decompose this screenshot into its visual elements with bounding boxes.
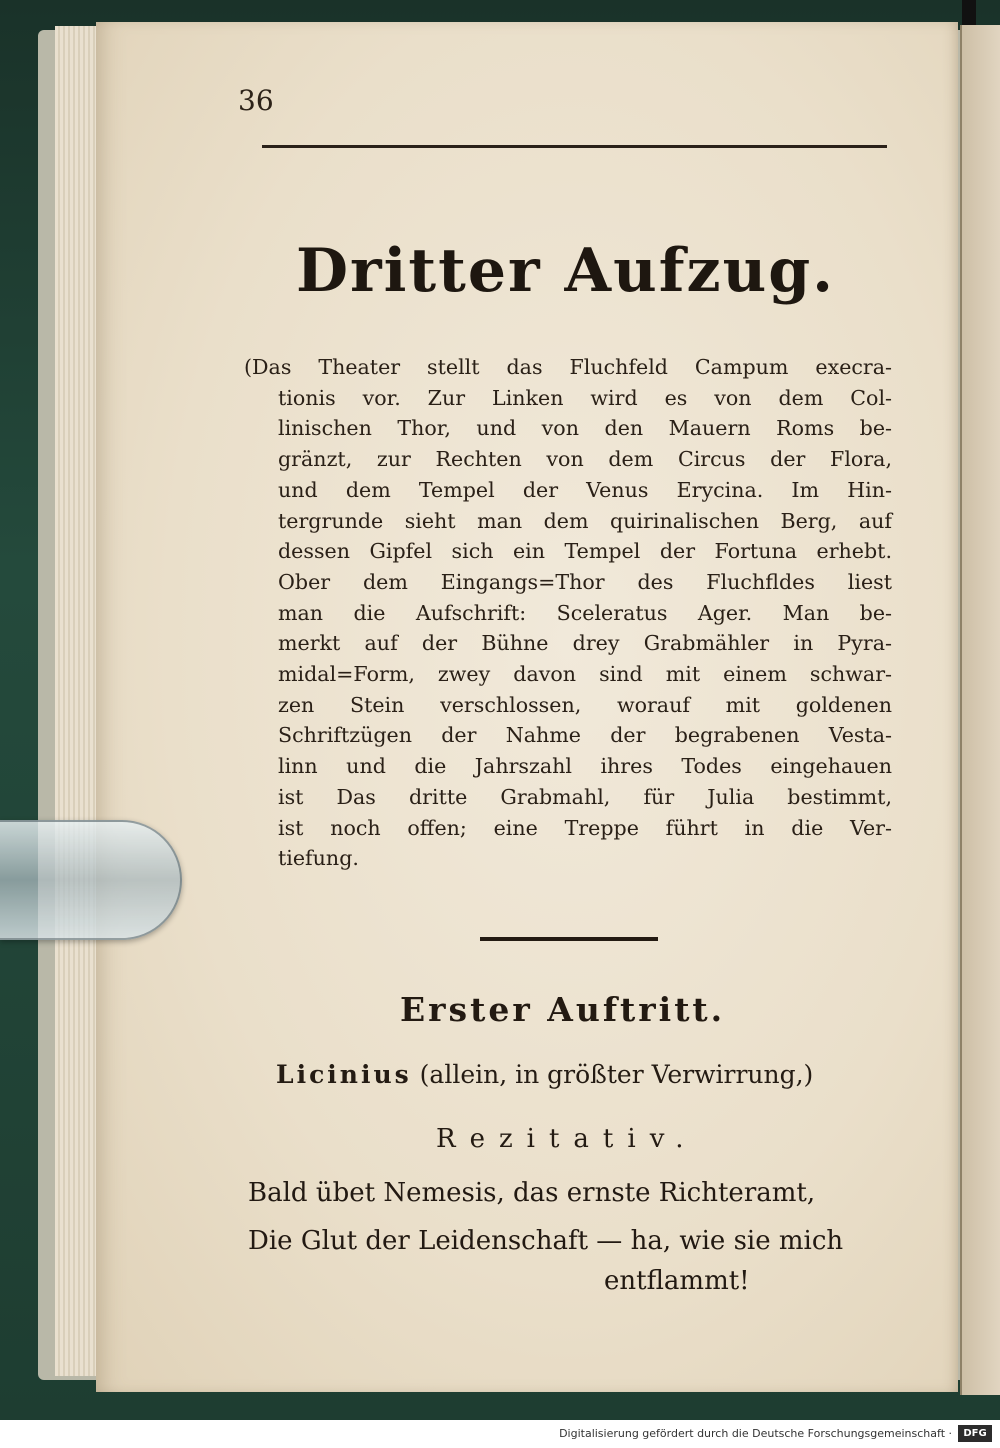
stage-direction-line: linischen Thor, und von den Mauern Roms be-: [278, 416, 892, 441]
footer-bar: [0, 1420, 1000, 1448]
stage-direction-line: man die Aufschrift: Sceleratus Ager. Man be-: [278, 600, 892, 625]
stage-direction-line: tionis vor. Zur Linken wird es von dem Col-: [278, 385, 892, 410]
stage-direction-line: ist noch offen; eine Treppe führt in die Ver-: [278, 815, 892, 840]
verse-line: entflammt!: [604, 1266, 750, 1296]
scene-title: Erster Auftritt.: [400, 990, 726, 1029]
stage-direction-line: und dem Tempel der Venus Erycina. Im Hin-: [278, 477, 892, 502]
stage-direction-line: zen Stein verschlossen, worauf mit goldenen: [278, 692, 892, 717]
stage-direction-line: tergrunde sieht man dem quirinalischen Berg, auf: [278, 508, 892, 533]
section-rule: [480, 937, 658, 941]
speaker-direction: (allein, in größter Verwirrung,): [419, 1060, 814, 1089]
chapter-title: Dritter Aufzug.: [296, 236, 836, 306]
stage-direction-line: (Das Theater stellt das Fluchfeld Campum execra-: [244, 355, 892, 379]
facing-page-edge: [960, 25, 1000, 1395]
dfg-logo: DFG: [958, 1425, 992, 1442]
stage-direction-line: ist Das dritte Grabmahl, für Julia bestimmt,: [278, 784, 892, 809]
footer-credit: Digitalisierung gefördert durch die Deutsche Forschungsgemeinschaft ·: [559, 1427, 952, 1440]
speaker-line: [276, 1060, 813, 1089]
stage-direction: [244, 352, 892, 874]
stage-direction-line: Ober dem Eingangs=Thor des Fluchfldes liest: [278, 569, 892, 594]
page-clip: [0, 820, 182, 940]
stage-direction-line: gränzt, zur Rechten von dem Circus der Flora,: [278, 447, 892, 472]
verse-line: Bald übet Nemesis, das ernste Richteramt,: [248, 1178, 816, 1208]
stage-direction-line: midal=Form, zwey davon sind mit einem schwar-: [278, 662, 892, 687]
stage-direction-line: linn und die Jahrszahl ihres Todes eingehauen: [278, 754, 892, 779]
header-rule: [262, 145, 887, 148]
stage-direction-line: tiefung.: [278, 846, 359, 871]
page-number: 36: [238, 84, 274, 117]
verse-line: Die Glut der Leidenschaft — ha, wie sie mich: [248, 1226, 844, 1256]
recitative-label: Rezitativ.: [436, 1124, 698, 1154]
stage-direction-line: dessen Gipfel sich ein Tempel der Fortuna erhebt.: [278, 539, 892, 564]
speaker-name: Licinius: [276, 1060, 412, 1089]
stage-direction-line: merkt auf der Bühne drey Grabmähler in Pyra-: [278, 631, 892, 656]
stage-direction-line: Schriftzügen der Nahme der begrabenen Vesta-: [278, 723, 892, 748]
